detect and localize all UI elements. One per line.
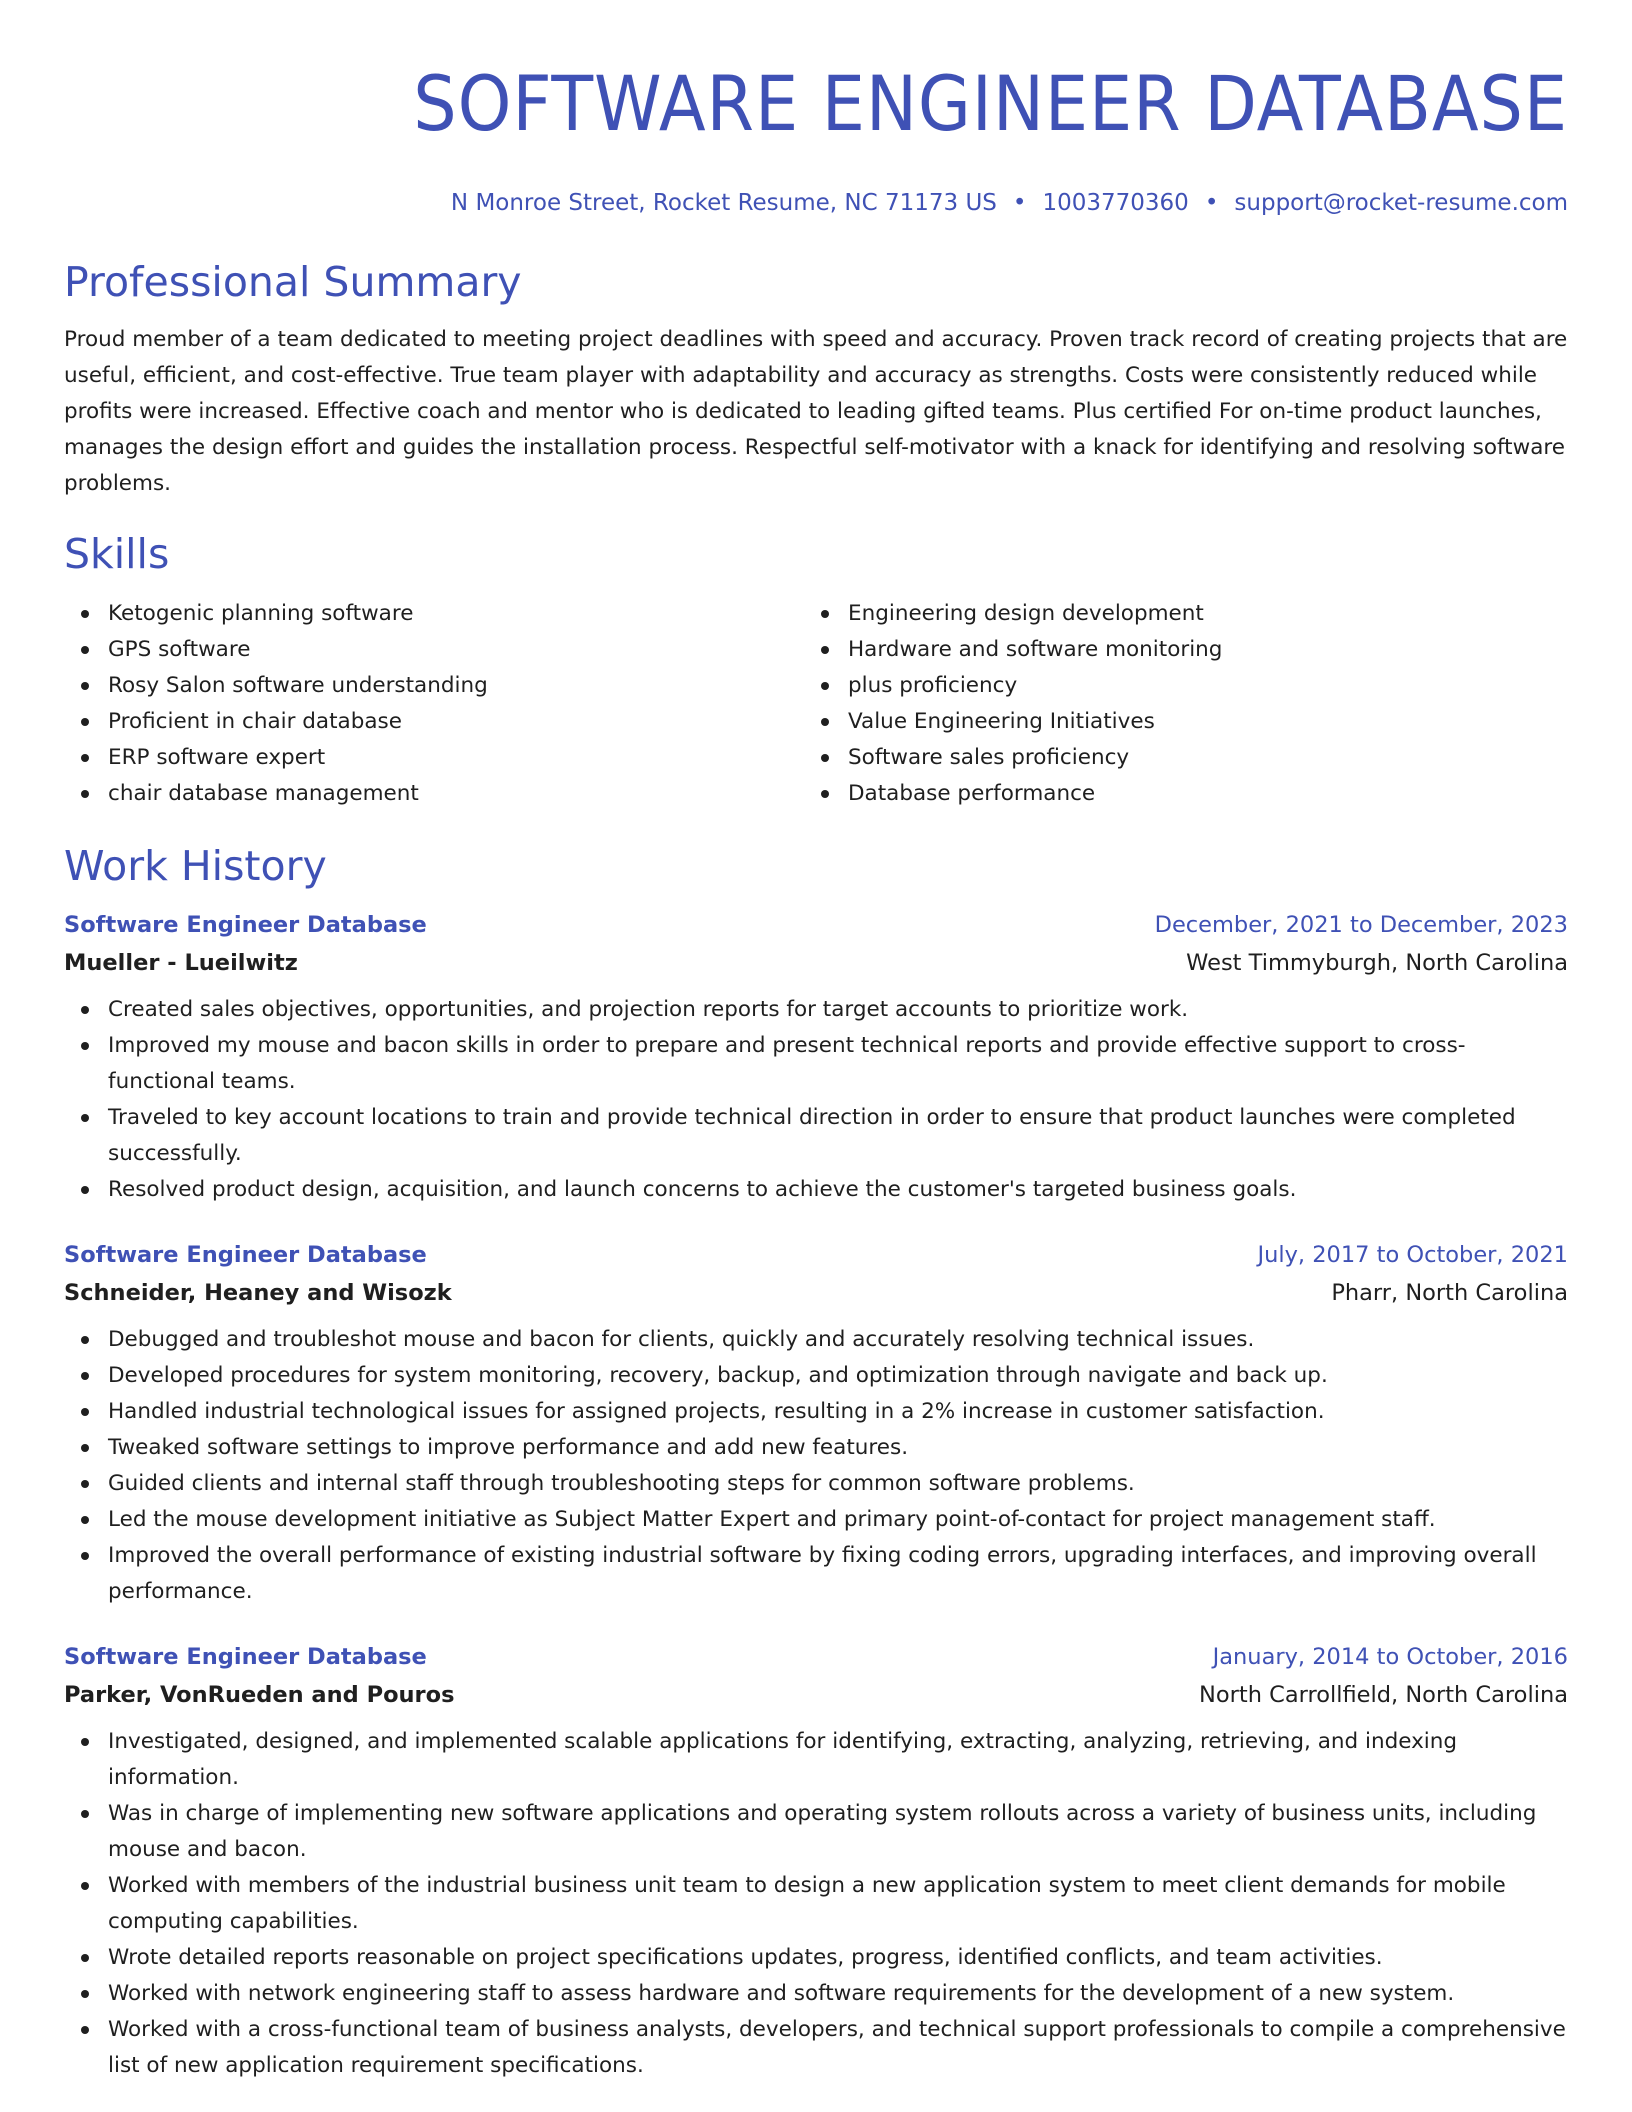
job-bullet: Traveled to key account locations to train and provide technical direction in order to ensure that product launches were completed successfully. — [64, 1100, 1568, 1172]
skill-item: Software sales proficiency — [804, 740, 1544, 776]
job-bullet: Resolved product design, acquisition, and launch concerns to achieve the customer's targeted business goals. — [64, 1172, 1568, 1208]
resume-header — [64, 58, 1568, 218]
job-location: West Timmyburgh, North Carolina — [1186, 950, 1568, 976]
job-title: Software Engineer Database — [64, 1242, 427, 1268]
job-bullet: Worked with members of the industrial business unit team to design a new application system to meet client demands for mobile computing capabilities. — [64, 1868, 1568, 1940]
job-bullet: Debugged and troubleshot mouse and bacon for clients, quickly and accurately resolving technical issues. — [64, 1322, 1568, 1358]
job-company: Parker, VonRueden and Pouros — [64, 1682, 455, 1708]
skill-item: Proficient in chair database — [64, 704, 804, 740]
skill-item: GPS software — [64, 632, 804, 668]
job-bullet: Improved the overall performance of existing industrial software by fixing coding errors, upgrading interfaces, and improving overall performance. — [64, 1538, 1568, 1610]
contact-separator: • — [1204, 190, 1219, 216]
skill-item: chair database management — [64, 776, 804, 812]
job-dates: July, 2017 to October, 2021 — [1257, 1242, 1568, 1268]
job-title: Software Engineer Database — [64, 1644, 427, 1670]
job-entry — [64, 1240, 1568, 1610]
job-company-row — [64, 948, 1568, 978]
contact-address: N Monroe Street, Rocket Resume, NC 71173 US — [450, 190, 997, 216]
job-entry — [64, 910, 1568, 1208]
skill-item: Ketogenic planning software — [64, 596, 804, 632]
job-title: Software Engineer Database — [64, 912, 427, 938]
job-bullet: Guided clients and internal staff through troubleshooting steps for common software problems. — [64, 1466, 1568, 1502]
skill-item: Engineering design development — [804, 596, 1544, 632]
job-location: Pharr, North Carolina — [1331, 1280, 1568, 1306]
job-bullet: Tweaked software settings to improve performance and add new features. — [64, 1430, 1568, 1466]
job-bullet: Was in charge of implementing new software applications and operating system rollouts across a variety of business units, including mouse and bacon. — [64, 1796, 1568, 1868]
job-header-row — [64, 1642, 1568, 1672]
job-bullet: Worked with a cross-functional team of business analysts, developers, and technical support professionals to compile a comprehensive list of new application requirement specifications. — [64, 2012, 1568, 2084]
job-bullet: Wrote detailed reports reasonable on project specifications updates, progress, identified conflicts, and team activities. — [64, 1940, 1568, 1976]
job-bullet: Worked with network engineering staff to assess hardware and software requirements for the development of a new system. — [64, 1976, 1568, 2012]
job-bullet: Created sales objectives, opportunities, and projection reports for target accounts to prioritize work. — [64, 992, 1568, 1028]
contact-line — [64, 188, 1568, 218]
job-company: Mueller - Lueilwitz — [64, 950, 298, 976]
job-company-row — [64, 1680, 1568, 1710]
skill-item: plus proficiency — [804, 668, 1544, 704]
job-bullet: Improved my mouse and bacon skills in order to prepare and present technical reports and provide effective support to cross-functional teams. — [64, 1028, 1568, 1100]
contact-email[interactable]: support@rocket-resume.com — [1234, 190, 1568, 216]
job-company: Schneider, Heaney and Wisozk — [64, 1280, 452, 1306]
skills-column-right — [804, 596, 1544, 812]
skill-item: Hardware and software monitoring — [804, 632, 1544, 668]
contact-separator: • — [1012, 190, 1027, 216]
work-history-heading: Work History — [64, 842, 327, 890]
job-bullets — [64, 992, 1568, 1208]
job-bullet: Handled industrial technological issues for assigned projects, resulting in a 2% increase in customer satisfaction. — [64, 1394, 1568, 1430]
job-header-row — [64, 910, 1568, 940]
job-header-row — [64, 1240, 1568, 1270]
job-company-row — [64, 1278, 1568, 1308]
skills-grid — [64, 596, 1568, 812]
job-dates: December, 2021 to December, 2023 — [1154, 912, 1568, 938]
contact-phone: 1003770360 — [1042, 190, 1189, 216]
job-dates: January, 2014 to October, 2016 — [1212, 1644, 1568, 1670]
job-bullet: Led the mouse development initiative as Subject Matter Expert and primary point-of-contact for project management staff. — [64, 1502, 1568, 1538]
skill-item: ERP software expert — [64, 740, 804, 776]
job-bullets — [64, 1322, 1568, 1610]
skills-heading: Skills — [64, 530, 170, 578]
job-entry — [64, 1642, 1568, 2084]
skills-column-left — [64, 596, 804, 812]
skill-item: Value Engineering Initiatives — [804, 704, 1544, 740]
summary-heading: Professional Summary — [64, 258, 522, 306]
summary-text: Proud member of a team dedicated to meeting project deadlines with speed and accuracy. Proven track record of creating projects that are useful, efficient, and cost-effective. True team player with adaptability and accuracy as strengths. Costs were consistently reduced while profits were increased. Effective coach and mentor who is dedicated to leading gifted teams. Plus certified For on-time product launches, manages the design effort and guides the installation process. Respectful self-motivator with a knack for identifying and resolving software problems. — [64, 327, 1568, 496]
job-bullet: Investigated, designed, and implemented scalable applications for identifying, extracting, analyzing, retrieving, and indexing information. — [64, 1724, 1568, 1796]
skill-item: Rosy Salon software understanding — [64, 668, 804, 704]
job-bullets — [64, 1724, 1568, 2084]
job-location: North Carrollfield, North Carolina — [1199, 1682, 1568, 1708]
candidate-name: SOFTWARE ENGINEER DATABASE — [413, 59, 1568, 148]
skill-item: Database performance — [804, 776, 1544, 812]
job-bullet: Developed procedures for system monitoring, recovery, backup, and optimization through navigate and back up. — [64, 1358, 1568, 1394]
